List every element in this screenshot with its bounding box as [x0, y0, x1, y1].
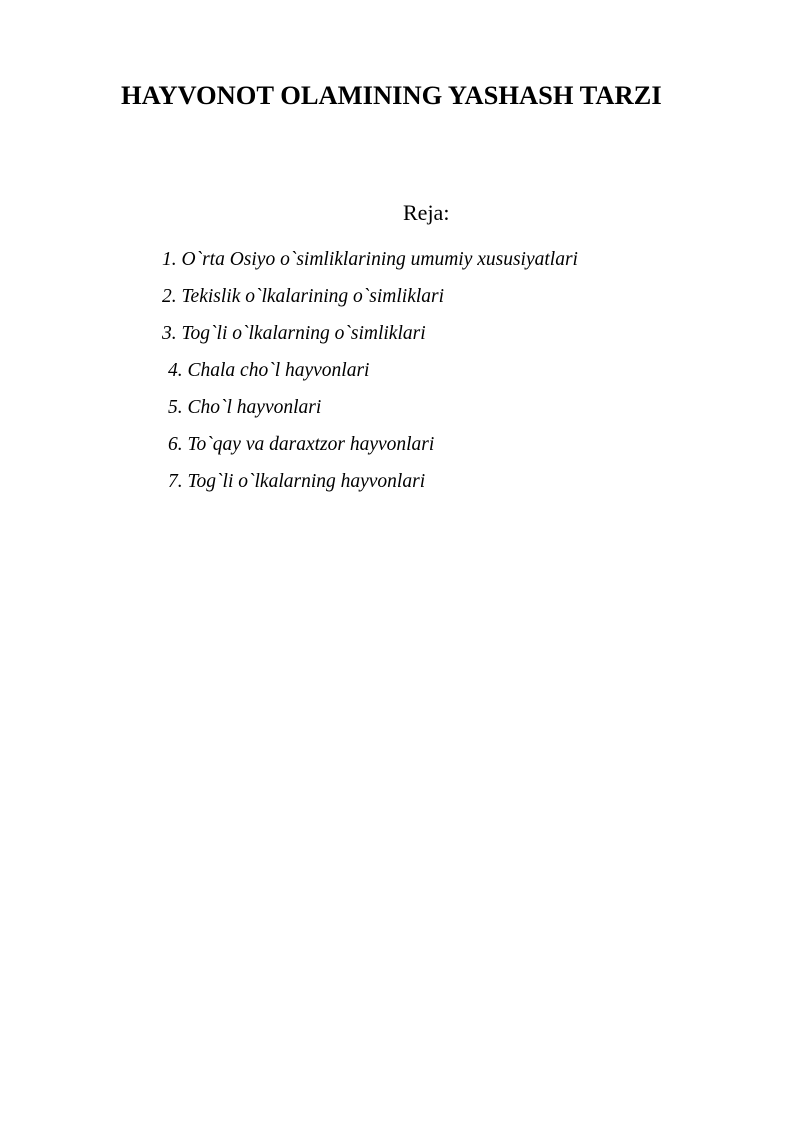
- plan-item-1: 1. O`rta Osiyo o`simliklarining umumiy xususiyatlari: [162, 249, 578, 270]
- plan-item-2: 2. Tekislik o`lkalarining o`simliklari: [162, 286, 445, 307]
- document-title: HAYVONOT OLAMINING YASHASH TARZI: [121, 80, 662, 110]
- plan-item-6: 6. To`qay va daraxtzor hayvonlari: [168, 434, 435, 455]
- plan-item-7: 7. Tog`li o`lkalarning hayvonlari: [168, 471, 426, 492]
- plan-item-3: 3. Tog`li o`lkalarning o`simliklari: [162, 323, 426, 344]
- plan-item-4: 4. Chala cho`l hayvonlari: [168, 360, 370, 381]
- plan-heading: Reja:: [403, 200, 450, 225]
- plan-item-5: 5. Cho`l hayvonlari: [168, 397, 322, 418]
